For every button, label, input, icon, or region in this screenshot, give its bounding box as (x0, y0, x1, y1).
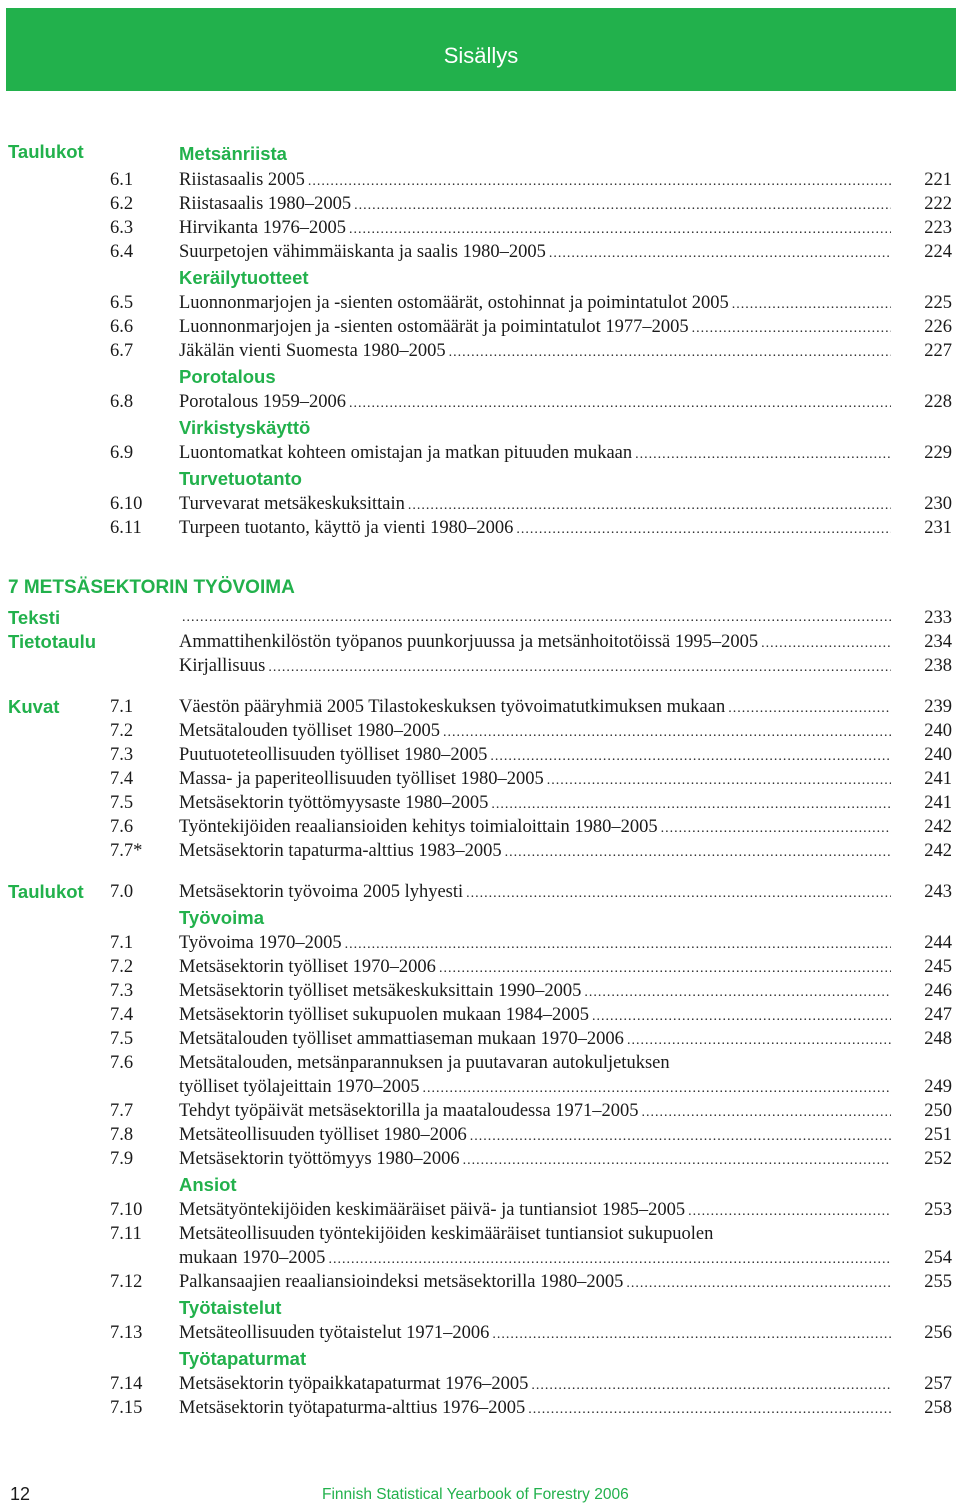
entry-number: 7.7 (110, 1101, 134, 1121)
entry-page: 229 (924, 443, 952, 463)
dot-leader (728, 697, 891, 721)
toc-entry[interactable] (0, 1372, 960, 1396)
entry-page: 250 (924, 1101, 952, 1121)
entry-title[interactable]: Metsäteollisuuden työtaistelut 1971–2006 (179, 1323, 490, 1343)
entry-page: 247 (924, 1005, 952, 1025)
toc-entry[interactable] (0, 695, 960, 719)
entry-page: 257 (924, 1374, 952, 1394)
chapter-row (0, 572, 960, 606)
entry-number: 7.11 (110, 1224, 142, 1244)
entry-number: 6.1 (110, 170, 134, 190)
toc-entry[interactable] (0, 216, 960, 240)
entry-title[interactable]: Metsäsektorin työtapaturma-alttius 1976–2005 (179, 1398, 526, 1418)
entry-title[interactable]: Puutuoteteollisuuden työlliset 1980–2005 (179, 745, 488, 765)
section-row (0, 465, 960, 492)
dot-leader (466, 882, 891, 906)
dot-leader (490, 745, 891, 769)
section-heading-virkistyskaytto: Virkistyskäyttö (179, 417, 311, 438)
dot-leader (470, 1125, 891, 1149)
entry-title-line1[interactable]: Metsäteollisuuden työntekijöiden keskimääräiset tuntiansiot sukupuolen (179, 1224, 714, 1244)
entry-number: 7.2 (110, 957, 134, 977)
entry-page: 241 (924, 793, 952, 813)
entry-title[interactable]: Metsäsektorin työpaikkatapaturmat 1976–2005 (179, 1374, 529, 1394)
entry-number: 7.13 (110, 1323, 143, 1343)
dot-leader (661, 817, 891, 841)
entry-number: 7.7* (110, 841, 143, 861)
entry-title[interactable]: Luontomatkat kohteen omistajan ja matkan pituuden mukaan (179, 443, 633, 463)
section-heading-tyovoima: Työvoima (179, 907, 264, 928)
toc-entry[interactable] (0, 168, 960, 192)
dot-leader (635, 443, 891, 467)
entry-number: 7.5 (110, 1029, 134, 1049)
entry-number: 7.1 (110, 697, 134, 717)
toc-entry[interactable] (0, 743, 960, 767)
footer-page-number: 12 (10, 1484, 31, 1504)
entry-title-line1[interactable]: Metsätalouden, metsänparannuksen ja puutavaran autokuljetuksen (179, 1053, 670, 1073)
toc-entry[interactable] (0, 1075, 960, 1099)
entry-page: 221 (924, 170, 952, 190)
section-heading-tyotaistelut: Työtaistelut (179, 1297, 282, 1318)
entry-number: 7.8 (110, 1125, 134, 1145)
entry-title[interactable]: Työvoima 1970–2005 (179, 933, 342, 953)
toc-entry[interactable] (0, 979, 960, 1003)
entry-title[interactable]: Metsäsektorin työlliset metsäkeskuksittain 1990–2005 (179, 981, 582, 1001)
entry-page: 253 (924, 1200, 952, 1220)
entry-number: 7.1 (110, 933, 134, 953)
entry-number: 7.2 (110, 721, 134, 741)
entry-title[interactable]: Metsäsektorin tapaturma-alttius 1983–2005 (179, 841, 502, 861)
entry-page: 222 (924, 194, 952, 214)
entry-title[interactable]: Metsäsektorin työttömyys 1980–2006 (179, 1149, 460, 1169)
entry-title[interactable]: Hirvikanta 1976–2005 (179, 218, 346, 238)
entry-title[interactable]: mukaan 1970–2005 (179, 1248, 326, 1268)
entry-title[interactable]: Ammattihenkilöstön työpanos puunkorjuussa ja metsänhoitotöissä 1995–2005 (179, 632, 759, 652)
entry-page: 246 (924, 981, 952, 1001)
toc-entry[interactable] (0, 606, 960, 630)
dot-leader (584, 981, 891, 1005)
dot-leader (422, 1077, 891, 1101)
dot-leader (408, 494, 891, 518)
entry-title[interactable]: Riistasaalis 1980–2005 (179, 194, 352, 214)
footer-title: Finnish Statistical Yearbook of Forestry 2006 (322, 1486, 629, 1503)
entry-page: 242 (924, 817, 952, 837)
dot-leader (349, 392, 891, 416)
dot-leader (328, 1248, 891, 1272)
dot-leader (761, 632, 891, 656)
dot-leader (449, 341, 891, 365)
section-heading-metsanriista: Metsänriista (179, 143, 287, 164)
section-row (0, 1171, 960, 1198)
toc-entry[interactable] (0, 315, 960, 339)
toc-entry[interactable] (0, 931, 960, 955)
dot-leader (463, 1149, 891, 1173)
dot-leader (443, 721, 891, 745)
entry-title[interactable]: Väestön pääryhmiä 2005 Tilastokeskuksen työvoimatutkimuksen mukaan (179, 697, 726, 717)
entry-title[interactable]: Turpeen tuotanto, käyttö ja vienti 1980–2006 (179, 518, 514, 538)
entry-number: 6.9 (110, 443, 134, 463)
entry-title[interactable]: Suurpetojen vähimmäiskanta ja saalis 1980–2005 (179, 242, 546, 262)
toc-entry[interactable] (0, 955, 960, 979)
entry-title[interactable]: Massa- ja paperiteollisuuden työlliset 1980–2005 (179, 769, 544, 789)
entry-page: 245 (924, 957, 952, 977)
entry-page: 252 (924, 1149, 952, 1169)
entry-title[interactable]: Porotalous 1959–2006 (179, 392, 347, 412)
entry-page: 241 (924, 769, 952, 789)
entry-title[interactable]: Metsäteollisuuden työlliset 1980–2006 (179, 1125, 467, 1145)
entry-title[interactable]: Metsätyöntekijöiden keskimääräiset päivä- ja tuntiansiot 1985–2005 (179, 1200, 686, 1220)
section-heading-porotalous: Porotalous (179, 366, 276, 387)
toc-entry[interactable] (0, 1246, 960, 1270)
entry-number: 7.6 (110, 1053, 134, 1073)
toc-entry[interactable] (0, 1027, 960, 1051)
entry-page: 256 (924, 1323, 952, 1343)
entry-title[interactable]: Riistasaalis 2005 (179, 170, 305, 190)
entry-number: 7.9 (110, 1149, 134, 1169)
toc-entry[interactable] (0, 654, 960, 678)
entry-page: 240 (924, 721, 952, 741)
entry-number: 7.0 (110, 882, 134, 902)
entry-number: 7.3 (110, 745, 134, 765)
entry-page: 234 (924, 632, 952, 652)
entry-title[interactable]: Metsätalouden työlliset 1980–2005 (179, 721, 441, 741)
entry-page: 227 (924, 341, 952, 361)
section-row (0, 1345, 960, 1372)
entry-page: 254 (924, 1248, 952, 1268)
entry-number: 7.15 (110, 1398, 143, 1418)
entry-title[interactable]: Luonnonmarjojen ja -sienten ostomäärät, ostohinnat ja poimintatulot 2005 (179, 293, 729, 313)
dot-leader (547, 769, 891, 793)
dot-leader (531, 1374, 891, 1398)
entry-title[interactable]: Metsäsektorin työlliset 1970–2006 (179, 957, 436, 977)
category-label-kuvat: Kuvat (8, 696, 60, 717)
section-heading-ansiot: Ansiot (179, 1174, 237, 1195)
entry-title[interactable]: Työntekijöiden reaaliansioiden kehitys toimialoittain 1980–2005 (179, 817, 658, 837)
entry-page: 231 (924, 518, 952, 538)
entry-page: 223 (924, 218, 952, 238)
dot-leader (688, 1200, 891, 1224)
entry-page: 233 (924, 608, 952, 628)
entry-number: 6.2 (110, 194, 134, 214)
entry-page: 242 (924, 841, 952, 861)
entry-page: 226 (924, 317, 952, 337)
entry-number: 7.3 (110, 981, 134, 1001)
entry-number: 6.4 (110, 242, 134, 262)
entry-number: 6.10 (110, 494, 143, 514)
entry-number: 6.3 (110, 218, 134, 238)
entry-title[interactable]: Luonnonmarjojen ja -sienten ostomäärät ja poimintatulot 1977–2005 (179, 317, 689, 337)
toc-entry[interactable] (0, 815, 960, 839)
table-of-contents (0, 140, 960, 1420)
dot-leader (349, 218, 891, 242)
entry-title[interactable]: työlliset työlajeittain 1970–2005 (179, 1077, 420, 1097)
entry-title[interactable]: Palkansaajien reaaliansioindeksi metsäsektorilla 1980–2005 (179, 1272, 624, 1292)
entry-page: 238 (924, 656, 952, 676)
dot-leader (492, 1323, 891, 1347)
dot-leader (592, 1005, 891, 1029)
dot-leader (692, 317, 891, 341)
entry-number: 6.5 (110, 293, 134, 313)
section-heading-tyotapaturmat: Työtapaturmat (179, 1348, 307, 1369)
header-banner (6, 8, 956, 91)
entry-number: 7.5 (110, 793, 134, 813)
dot-leader (439, 957, 891, 981)
entry-number: 6.7 (110, 341, 134, 361)
entry-number: 7.4 (110, 769, 134, 789)
dot-leader (505, 841, 891, 865)
entry-number: 7.4 (110, 1005, 134, 1025)
category-label-tietotaulu: Tietotaulu (8, 631, 97, 652)
toc-entry[interactable] (0, 291, 960, 315)
entry-page: 224 (924, 242, 952, 262)
entry-page: 230 (924, 494, 952, 514)
entry-number: 7.10 (110, 1200, 143, 1220)
entry-title[interactable]: Jäkälän vienti Suomesta 1980–2005 (179, 341, 446, 361)
entry-page: 258 (924, 1398, 952, 1418)
entry-number: 6.11 (110, 518, 142, 538)
toc-entry[interactable] (0, 192, 960, 216)
entry-page: 243 (924, 882, 952, 902)
entry-title[interactable]: Turvevarat metsäkeskuksittain (179, 494, 405, 514)
toc-entry[interactable] (0, 767, 960, 791)
section-row (0, 904, 960, 931)
toc-entry[interactable] (0, 516, 960, 540)
toc-entry[interactable] (0, 1099, 960, 1123)
entry-number: 7.12 (110, 1272, 143, 1292)
entry-page: 251 (924, 1125, 952, 1145)
entry-title[interactable]: Metsätalouden työlliset ammattiaseman mukaan 1970–2006 (179, 1029, 624, 1049)
section-row (0, 264, 960, 291)
toc-entry[interactable] (0, 1147, 960, 1171)
toc-entry[interactable] (0, 1003, 960, 1027)
dot-leader (308, 170, 891, 194)
toc-entry-line1[interactable] (0, 1222, 960, 1246)
entry-title[interactable]: Tehdyt työpäivät metsäsektorilla ja maataloudessa 1971–2005 (179, 1101, 639, 1121)
chapter-heading: 7 METSÄSEKTORIN TYÖVOIMA (8, 577, 295, 598)
section-row (0, 140, 960, 168)
entry-number: 7.14 (110, 1374, 143, 1394)
toc-entry[interactable] (0, 441, 960, 465)
section-heading-kerailytuotteet: Keräilytuotteet (179, 267, 309, 288)
toc-entry[interactable] (0, 1198, 960, 1222)
entry-page: 239 (924, 697, 952, 717)
dot-leader (627, 1029, 891, 1053)
entry-number: 6.6 (110, 317, 134, 337)
section-row (0, 1294, 960, 1321)
dot-leader (491, 793, 891, 817)
section-row (0, 363, 960, 390)
entry-page: 255 (924, 1272, 952, 1292)
toc-entry[interactable] (0, 1270, 960, 1294)
dot-leader (345, 933, 891, 957)
toc-entry[interactable] (0, 390, 960, 414)
entry-title[interactable]: Metsäsektorin työvoima 2005 lyhyesti (179, 882, 464, 902)
section-row (0, 414, 960, 441)
toc-entry[interactable] (0, 1321, 960, 1345)
dot-leader (528, 1398, 891, 1422)
toc-entry[interactable] (0, 492, 960, 516)
category-label-taulukot: Taulukot (8, 141, 84, 162)
toc-entry[interactable] (0, 839, 960, 863)
dot-leader (354, 194, 891, 218)
page-title: Sisällys (443, 42, 519, 68)
entry-page: 225 (924, 293, 952, 313)
entry-page: 248 (924, 1029, 952, 1049)
toc-entry[interactable] (0, 1396, 960, 1420)
entry-title[interactable]: Metsäsektorin työttömyysaste 1980–2005 (179, 793, 489, 813)
entry-page: 244 (924, 933, 952, 953)
category-label-teksti: Teksti (8, 607, 61, 628)
dot-leader (549, 242, 891, 266)
dot-leader (516, 518, 891, 542)
toc-entry[interactable] (0, 791, 960, 815)
dot-leader (732, 293, 891, 317)
toc-entry[interactable] (0, 719, 960, 743)
category-label-taulukot: Taulukot (8, 881, 84, 902)
toc-entry[interactable] (0, 240, 960, 264)
entry-page: 249 (924, 1077, 952, 1097)
dot-leader (626, 1272, 891, 1296)
toc-entry[interactable] (0, 339, 960, 363)
toc-entry[interactable] (0, 630, 960, 654)
entry-page: 228 (924, 392, 952, 412)
dot-leader (182, 606, 891, 630)
toc-entry[interactable] (0, 1123, 960, 1147)
entry-page: 240 (924, 745, 952, 765)
toc-entry-line1[interactable] (0, 1051, 960, 1075)
dot-leader (642, 1101, 891, 1125)
entry-number: 6.8 (110, 392, 134, 412)
dot-leader (268, 656, 891, 680)
entry-number: 7.6 (110, 817, 134, 837)
section-heading-turvetuotanto: Turvetuotanto (179, 468, 302, 489)
toc-entry[interactable] (0, 880, 960, 904)
entry-title[interactable]: Kirjallisuus (179, 656, 266, 676)
entry-title[interactable]: Metsäsektorin työlliset sukupuolen mukaan 1984–2005 (179, 1005, 590, 1025)
